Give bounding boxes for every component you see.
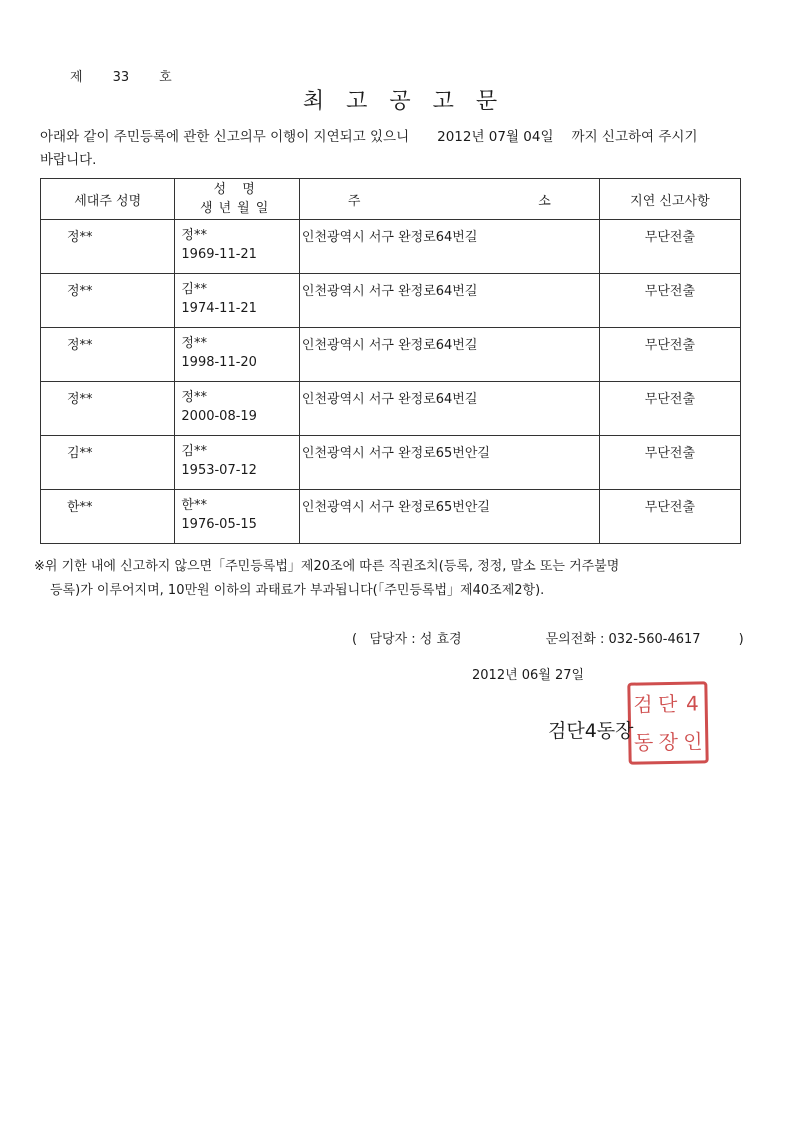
issue-date: 2012년 06월 27일 <box>472 668 585 683</box>
person-name: 김** <box>181 282 207 297</box>
header-address-right: 소 <box>538 193 551 209</box>
notice-table <box>40 178 741 544</box>
cell-person <box>175 274 300 328</box>
cell-status: 무단전출 <box>599 274 740 328</box>
person-birth: 1969-11-21 <box>181 247 257 262</box>
cell-person <box>175 328 300 382</box>
header-name: 성 명 <box>213 182 261 197</box>
header-address-left: 주 <box>347 193 361 209</box>
seal-char: 검 <box>633 692 653 717</box>
document-number <box>70 66 172 85</box>
issuer-name: 검단4동장 <box>548 720 634 742</box>
footnote <box>34 555 619 603</box>
person-name: 한** <box>181 498 207 513</box>
person-birth: 1974-11-21 <box>181 301 257 316</box>
table-row <box>41 274 741 328</box>
cell-status: 무단전출 <box>599 490 740 544</box>
cell-holder: 정** <box>41 382 175 436</box>
cell-address: 인천광역시 서구 완정로64번길 <box>299 328 599 382</box>
cell-status: 무단전출 <box>599 328 740 382</box>
contact-open-paren: ( <box>352 632 358 647</box>
cell-status: 무단전출 <box>599 220 740 274</box>
table-row <box>41 436 741 490</box>
person-name: 정** <box>181 228 207 243</box>
cell-holder: 김** <box>41 436 175 490</box>
deadline-date: 2012년 07월 04일 <box>437 129 554 145</box>
cell-holder: 정** <box>41 220 175 274</box>
table-row <box>41 382 741 436</box>
person-birth: 2000-08-19 <box>181 409 257 424</box>
seal-char: 장 <box>658 729 679 755</box>
seal-char: 단 <box>657 691 678 717</box>
footnote-line-1: ※위 기한 내에 신고하지 않으면「주민등록법」제20조에 따른 직권조치(등록, 정정, 말소 또는 거주불명 <box>34 559 620 574</box>
contact-person: 담당자 : 성 효경 <box>369 632 462 647</box>
table-row <box>41 328 741 382</box>
contact-phone: 문의전화 : 032-560-4617 <box>545 632 701 647</box>
person-name: 정** <box>181 390 207 405</box>
doc-number-suffix: 호 <box>159 70 172 85</box>
cell-person <box>175 490 300 544</box>
cell-address: 인천광역시 서구 완정로64번길 <box>299 382 599 436</box>
cell-holder: 정** <box>41 328 175 382</box>
person-birth: 1998-11-20 <box>181 355 257 370</box>
official-seal-icon <box>627 681 708 764</box>
seal-char: 4 <box>685 691 699 716</box>
person-birth: 1953-07-12 <box>181 463 257 478</box>
intro-text-1: 아래와 같이 주민등록에 관한 신고의무 이행이 지연되고 있으니 <box>40 129 410 145</box>
doc-number-prefix: 제 <box>70 70 83 85</box>
footnote-line-2: 등록)가 이루어지며, 10만원 이하의 과태료가 부과됩니다(「주민등록법」제40조제2항). <box>50 583 545 598</box>
header-status: 지연 신고사항 <box>599 179 740 220</box>
seal-char: 동 <box>633 730 654 755</box>
cell-address: 인천광역시 서구 완정로64번길 <box>299 220 599 274</box>
cell-status: 무단전출 <box>599 382 740 436</box>
page-title: 최고공고문 <box>302 89 520 114</box>
cell-address: 인천광역시 서구 완정로65번안길 <box>299 490 599 544</box>
table-row <box>41 220 741 274</box>
cell-address: 인천광역시 서구 완정로64번길 <box>299 274 599 328</box>
seal-char: 인 <box>683 729 703 754</box>
doc-number-value: 33 <box>112 70 130 85</box>
intro-text-3: 바랍니다. <box>40 152 97 168</box>
cell-address: 인천광역시 서구 완정로65번안길 <box>299 436 599 490</box>
person-birth: 1976-05-15 <box>181 517 257 532</box>
contact-info <box>352 628 744 647</box>
header-holder: 세대주 성명 <box>41 179 175 220</box>
table-header-row <box>41 179 741 220</box>
contact-close-paren: ) <box>738 632 744 647</box>
header-address <box>299 179 599 220</box>
intro-paragraph <box>40 126 697 172</box>
cell-person <box>175 436 300 490</box>
header-name-birth <box>175 179 300 220</box>
cell-holder: 정** <box>41 274 175 328</box>
intro-text-2: 까지 신고하여 주시기 <box>571 129 698 145</box>
person-name: 김** <box>181 444 207 459</box>
table-row <box>41 490 741 544</box>
person-name: 정** <box>181 336 207 351</box>
header-birth: 생년월일 <box>200 201 275 216</box>
cell-person <box>175 382 300 436</box>
cell-status: 무단전출 <box>599 436 740 490</box>
cell-holder: 한** <box>41 490 175 544</box>
cell-person <box>175 220 300 274</box>
